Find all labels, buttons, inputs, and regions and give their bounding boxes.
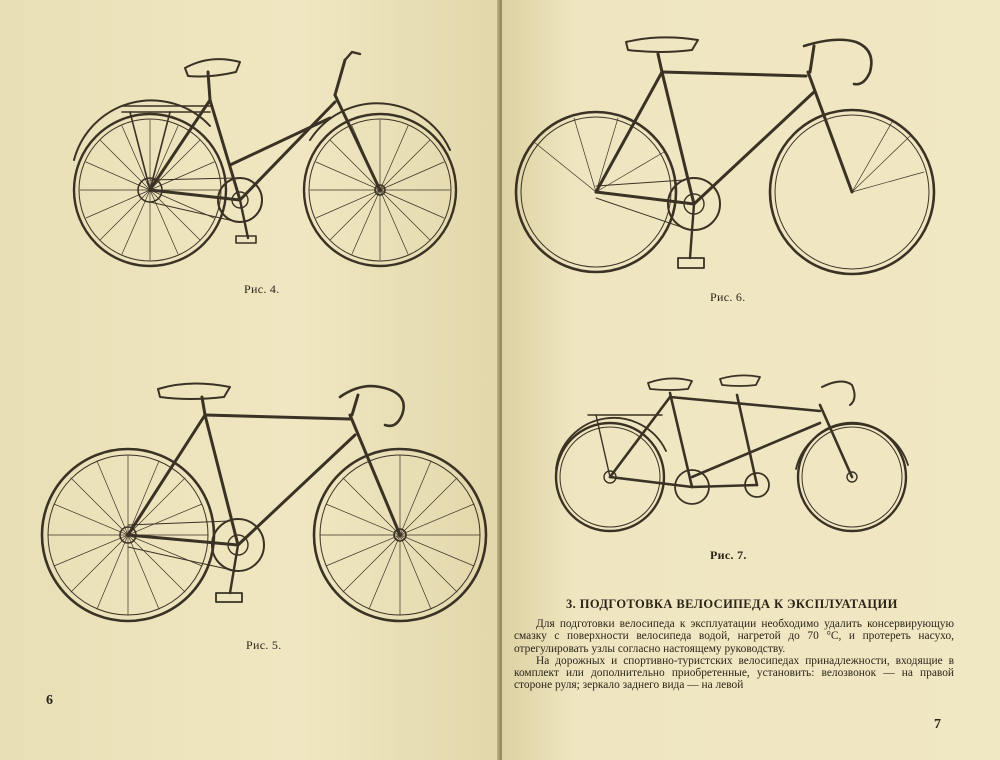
right-page <box>502 0 1000 760</box>
body-text <box>514 618 954 692</box>
figure-7-caption: Рис. 7. <box>710 548 747 562</box>
figure-4-caption: Рис. 4. <box>244 282 280 296</box>
chainring <box>596 178 720 268</box>
paragraph-1: Для подготовки велосипеда к эксплуатации необходимо удалить консервирующую смазку с поверхности велосипеда водой, нагретой до 70 °С, и протереть насухо, отрегулировать узлы согласно настоящему руководству. <box>514 618 954 655</box>
section-heading: 3. ПОДГОТОВКА ВЕЛОСИПЕДА К ЭКСПЛУАТАЦИИ <box>566 597 898 611</box>
figure-5-caption: Рис. 5. <box>246 638 282 652</box>
figure-6-caption: Рис. 6. <box>710 290 746 304</box>
frame <box>150 52 380 200</box>
right-page-number: 7 <box>934 717 941 732</box>
figure-5-sport-bicycle <box>40 375 490 635</box>
saddle <box>626 37 698 52</box>
saddle <box>185 59 240 76</box>
left-page-number: 6 <box>46 693 53 708</box>
rear-saddle <box>648 378 692 390</box>
front-saddle <box>720 375 760 386</box>
figure-7-tandem-bicycle <box>552 365 912 540</box>
figure-6-track-bicycle <box>514 32 954 287</box>
frame <box>128 395 400 545</box>
paragraph-2: На дорожных и спортивно-туристских велосипедах принадлежности, входящие в комплект или дополнительно приобретенные, установить: велозвонок — на правой стороне руля; зеркало заднего вида — на левой <box>514 654 954 692</box>
saddle <box>158 383 230 399</box>
figure-4-womens-bicycle <box>60 40 480 280</box>
